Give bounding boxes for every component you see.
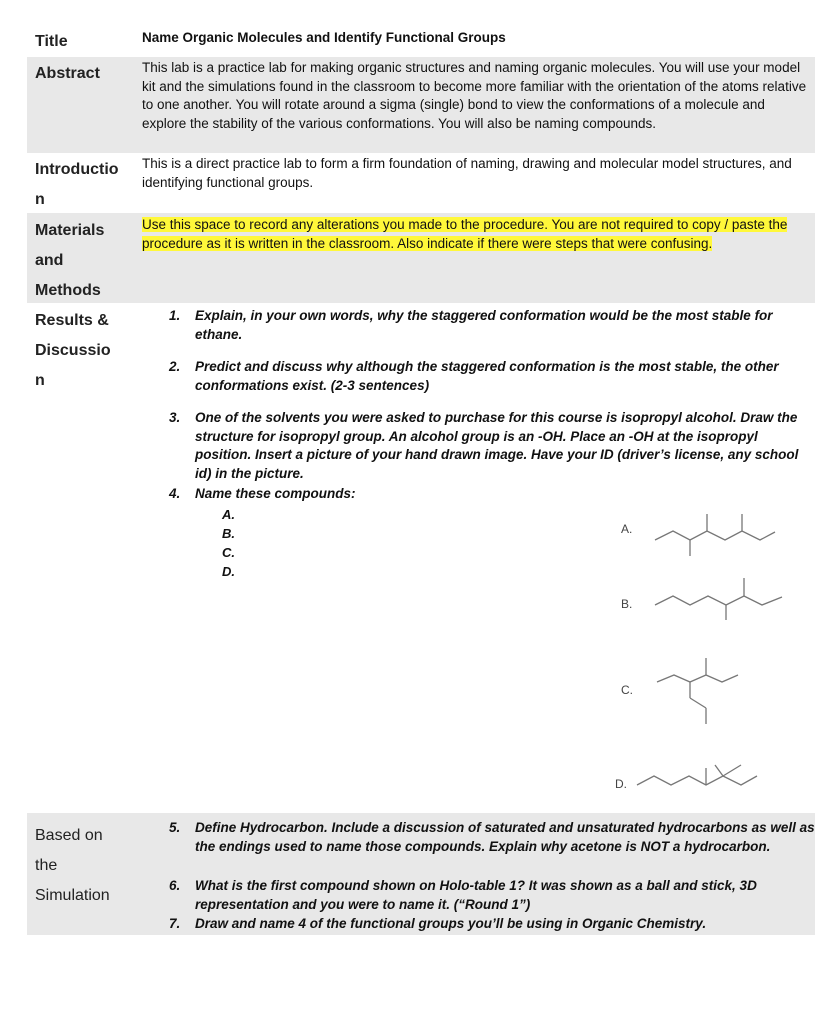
introduction-label: Introductio n (35, 161, 119, 208)
title-label: Title (35, 33, 68, 50)
sub-item-a: A. (222, 507, 235, 522)
question-3-number: 3. (169, 410, 181, 425)
molecule-a-label: A. (621, 522, 633, 536)
question-1-text: Explain, in your own words, why the staggered conformation would be the most stable for ethane. (195, 308, 773, 342)
question-6-number: 6. (169, 878, 181, 893)
question-2-text: Predict and discuss why although the staggered conformation is the most stable, the other conformations exist. (2-3 sentences) (195, 359, 779, 393)
question-7-text: Draw and name 4 of the functional groups you’ll be using in Organic Chemistry. (195, 916, 707, 931)
question-6-text: What is the first compound shown on Holo-table 1? It was shown as a ball and stick, 3D representation and you were to name it. (“Round 1”) (195, 878, 757, 912)
sub-item-d: D. (222, 564, 235, 579)
molecule-b-label: B. (621, 597, 633, 611)
question-3-text: One of the solvents you were asked to purchase for this course is isopropyl alcohol. Draw the structure for isopropyl group. An alcohol group is an -OH. Place an -OH at the isopropyl position. Insert a picture of your hand drawn image. Have your ID (driver’s license, any school id) in the picture. (195, 410, 799, 481)
question-4-number: 4. (169, 486, 181, 501)
simulation-label: Based on the Simulation (35, 827, 110, 904)
molecule-c-label: C. (621, 683, 633, 697)
title-text: Name Organic Molecules and Identify Functional Groups (142, 30, 506, 45)
question-2-number: 2. (169, 359, 181, 374)
results-label: Results & Discussio n (35, 312, 111, 389)
materials-highlighted-text: Use this space to record any alterations you made to the procedure. You are not required to copy / paste the procedure as it is written in the classroom. Also indicate if there were steps that were confusing. (142, 217, 788, 251)
simulation-row (27, 813, 815, 935)
question-7-number: 7. (169, 916, 181, 931)
abstract-label: Abstract (35, 65, 100, 82)
molecule-d-label: D. (615, 777, 627, 791)
sub-item-c: C. (222, 545, 235, 560)
introduction-text: This is a direct practice lab to form a firm foundation of naming, drawing and molecular model structures, and identifying functional groups. (142, 156, 792, 190)
materials-label: Materials and Methods (35, 222, 105, 299)
question-5-text: Define Hydrocarbon. Include a discussion of saturated and unsaturated hydrocarbons as well as the endings used to name those compounds. Explain why acetone is NOT a hydrocarbon. (195, 820, 815, 854)
question-5-number: 5. (169, 820, 181, 835)
question-4-text: Name these compounds: (195, 486, 356, 501)
question-1-number: 1. (169, 308, 181, 323)
sub-item-b: B. (222, 526, 235, 541)
abstract-text: This lab is a practice lab for making organic structures and naming organic molecules. You will use your model kit and the simulations found in the classroom to become more familiar with the orientation of the atoms relative to one another. You will rotate around a sigma (single) bond to view the conformations of a molecule and explore the stability of the various conformations. You will also be naming compounds. (142, 60, 807, 131)
